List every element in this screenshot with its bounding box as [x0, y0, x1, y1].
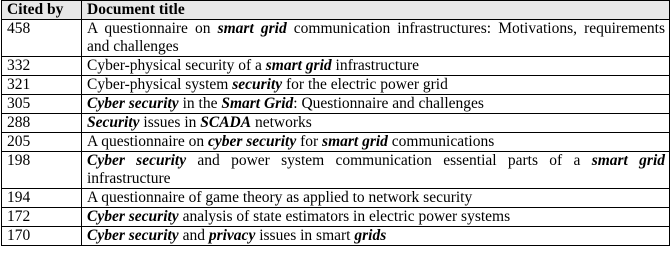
- document-title-cell: [82, 189, 670, 208]
- document-title-cell: [82, 227, 670, 246]
- title-text: : Questionnaire and challenges: [293, 95, 484, 112]
- document-title-cell: [82, 152, 670, 189]
- document-title-cell: [82, 133, 670, 152]
- title-text: communication infrastructures: Motivations, requirements and challenges: [87, 20, 665, 55]
- title-text: for: [296, 133, 323, 150]
- table-row: [2, 57, 670, 76]
- highlighted-keyword: cyber security: [207, 133, 297, 150]
- citation-table: [1, 0, 670, 246]
- title-text: A questionnaire on: [87, 133, 208, 150]
- document-title-cell: [82, 57, 670, 76]
- cited-by-cell: 321: [2, 76, 82, 95]
- title-text: in the: [178, 95, 222, 112]
- highlighted-keyword: SCADA: [200, 114, 252, 131]
- document-title-cell: [82, 114, 670, 133]
- title-text: issues in: [139, 114, 201, 131]
- title-text: and power system communication essential parts of a: [186, 152, 592, 169]
- title-text: A questionnaire on: [87, 20, 218, 37]
- highlighted-keyword: smart grid: [217, 20, 287, 37]
- table-row: [2, 114, 670, 133]
- table-row: [2, 208, 670, 227]
- title-text: communications: [387, 133, 495, 150]
- title-text: A questionnaire of game theory as applied to network security: [87, 189, 473, 206]
- table-header-row: [2, 1, 670, 20]
- title-text: infrastructure: [331, 57, 420, 74]
- cited-by-cell: 305: [2, 95, 82, 114]
- title-text: analysis of state estimators in electric power systems: [178, 208, 511, 225]
- highlighted-keyword: smart grid: [265, 57, 332, 74]
- cited-by-cell: 288: [2, 114, 82, 133]
- title-text: Cyber-physical security of a: [87, 57, 266, 74]
- highlighted-keyword: Cyber security: [87, 152, 187, 169]
- document-title-cell: [82, 20, 670, 57]
- table-row: [2, 227, 670, 246]
- table-row: [2, 152, 670, 189]
- header-document-title: Document title: [82, 1, 670, 20]
- highlighted-keyword: Security: [87, 114, 140, 131]
- title-text: issues in smart: [255, 227, 355, 244]
- highlighted-keyword: Cyber security: [87, 208, 179, 225]
- highlighted-keyword: smart grid: [322, 133, 388, 150]
- title-text: networks: [251, 114, 312, 131]
- highlighted-keyword: security: [232, 76, 283, 93]
- header-cited-by: Cited by: [2, 1, 82, 20]
- document-title-cell: [82, 76, 670, 95]
- cited-by-cell: 170: [2, 227, 82, 246]
- cited-by-cell: 458: [2, 20, 82, 57]
- cited-by-cell: 198: [2, 152, 82, 189]
- table-row: [2, 20, 670, 57]
- title-text: for the electric power grid: [282, 76, 448, 93]
- cited-by-cell: 172: [2, 208, 82, 227]
- cited-by-cell: 194: [2, 189, 82, 208]
- highlighted-keyword: privacy: [208, 227, 256, 244]
- highlighted-keyword: Cyber security: [87, 227, 179, 244]
- cited-by-cell: 332: [2, 57, 82, 76]
- highlighted-keyword: Cyber security: [87, 95, 179, 112]
- table-row: [2, 189, 670, 208]
- highlighted-keyword: smart grid: [591, 152, 665, 169]
- document-title-cell: [82, 95, 670, 114]
- table-row: [2, 76, 670, 95]
- table-row: [2, 95, 670, 114]
- title-text: and: [178, 227, 209, 244]
- title-text: infrastructure: [87, 170, 171, 187]
- highlighted-keyword: Smart Grid: [221, 95, 294, 112]
- table-row: [2, 133, 670, 152]
- highlighted-keyword: grids: [354, 227, 387, 244]
- title-text: Cyber-physical system: [87, 76, 233, 93]
- table-body: [2, 20, 670, 246]
- cited-by-cell: 205: [2, 133, 82, 152]
- document-title-cell: [82, 208, 670, 227]
